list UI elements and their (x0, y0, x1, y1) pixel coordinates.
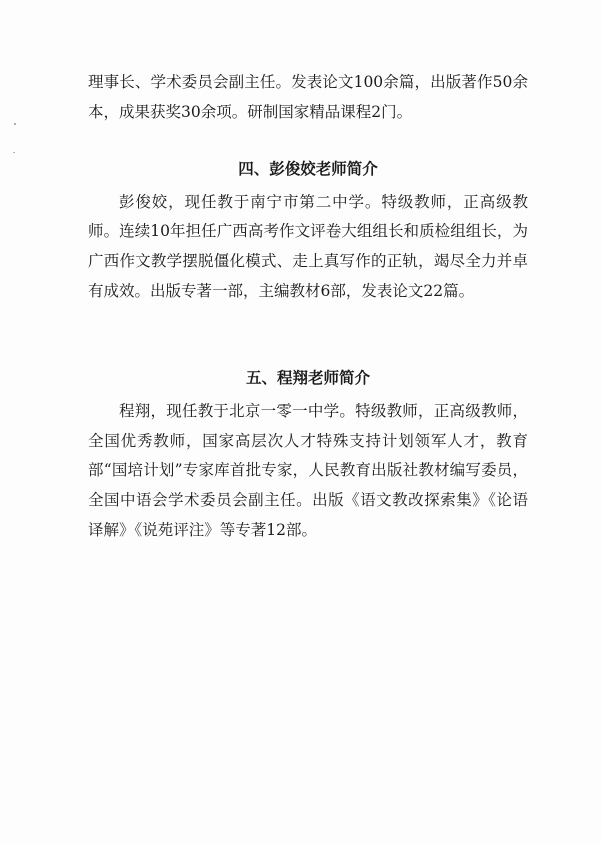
section-body-cheng: 程翔，现任教于北京一零一中学。特级教师，正高级教师，全国优秀教师，国家高层次人才特殊支持计划领军人才，教育部“国培计划”专家库首批专家，人民教育出版社教材编写委员，全国中语会学术委员会副主任。出版《语文教改探索集》《论语译解》《说苑评注》等专著12部。 (88, 401, 528, 539)
document-body (88, 68, 528, 546)
section-heading-cheng: 五、程翔老师简介 (245, 368, 370, 387)
section-body-peng: 彭俊姣，现任教于南宁市第二中学。特级教师，正高级教师。连续10年担任广西高考作文评卷大组组长和质检组组长，为广西作文教学摆脱僵化模式、走上真写作的正轨，竭尽全力并卓有成效。出版专著一部，主编教材6部，发表论文22篇。 (88, 192, 528, 300)
continuation-paragraph: 理事长、学术委员会副主任。发表论文100余篇，出版著作50余本，成果获奖30余项。研制国家精品课程2门。 (88, 73, 528, 121)
scan-speck (13, 152, 15, 153)
section-heading-peng: 四、彭俊姣老师简介 (238, 159, 378, 178)
scan-speck (14, 123, 16, 125)
